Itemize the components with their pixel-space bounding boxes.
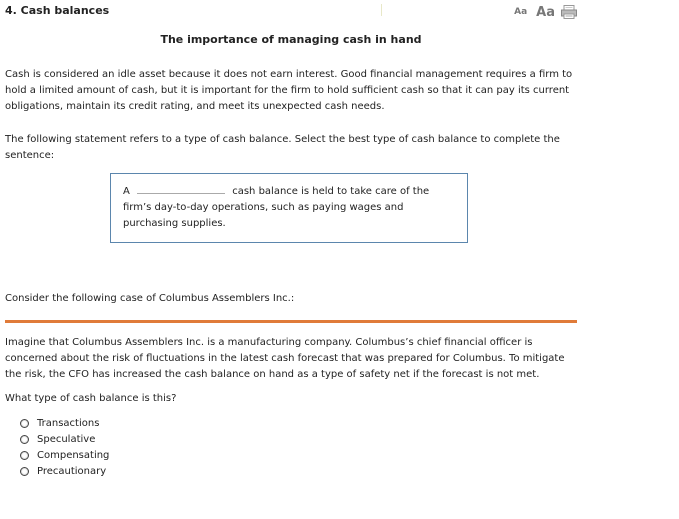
section-title: The importance of managing cash in hand — [160, 33, 422, 46]
option-compensating[interactable] — [20, 447, 109, 463]
case-intro: Consider the following case of Columbus Assemblers Inc.: — [5, 293, 295, 304]
statement-box — [110, 173, 468, 243]
statement-suffix: cash balance is held to take care of the firm’s day-to-day operations, such as paying wages and purchasing supplies. — [123, 186, 430, 229]
statement-prefix: A — [123, 186, 130, 197]
answer-options — [20, 415, 109, 479]
option-label: Compensating — [37, 449, 110, 461]
cash-balance-blank-dropdown[interactable] — [137, 184, 225, 194]
question-text: What type of cash balance is this? — [5, 393, 177, 404]
option-precautionary[interactable] — [20, 463, 109, 479]
case-paragraph: Imagine that Columbus Assemblers Inc. is a manufacturing company. Columbus’s chief financial officer is concerned about the risk of fluctuations in the latest cash forecast that was prepared for Columbus. To mitigate the risk, the CFO has increased the cash balance on hand as a type of safety net if the forecast is not met. — [5, 337, 565, 380]
increase-font-button[interactable]: Aa — [536, 4, 555, 20]
radio-button[interactable] — [20, 451, 29, 460]
question-header — [5, 4, 577, 20]
option-label: Speculative — [37, 433, 96, 445]
option-label: Precautionary — [37, 465, 107, 477]
question-title: 4. Cash balances — [5, 4, 110, 17]
option-transactions[interactable] — [20, 415, 109, 431]
decrease-font-button[interactable]: Aa — [514, 7, 528, 17]
orange-divider — [5, 320, 577, 323]
instruction-paragraph: The following statement refers to a type of cash balance. Select the best type of cash balance to complete the sentence: — [5, 134, 560, 161]
option-speculative[interactable] — [20, 431, 109, 447]
intro-paragraph: Cash is considered an idle asset because it does not earn interest. Good financial management requires a firm to hold a limited amount of cash, but it is important for the firm to hold sufficient cash so that it can pay its current obligations, maintain its credit rating, and meet its unexpected cash needs. — [5, 69, 573, 112]
radio-button[interactable] — [20, 419, 29, 428]
option-label: Transactions — [37, 417, 100, 429]
faint-marker — [381, 4, 382, 16]
radio-button[interactable] — [20, 467, 29, 476]
printer-icon[interactable] — [561, 5, 577, 19]
toolbar — [514, 4, 577, 20]
radio-button[interactable] — [20, 435, 29, 444]
